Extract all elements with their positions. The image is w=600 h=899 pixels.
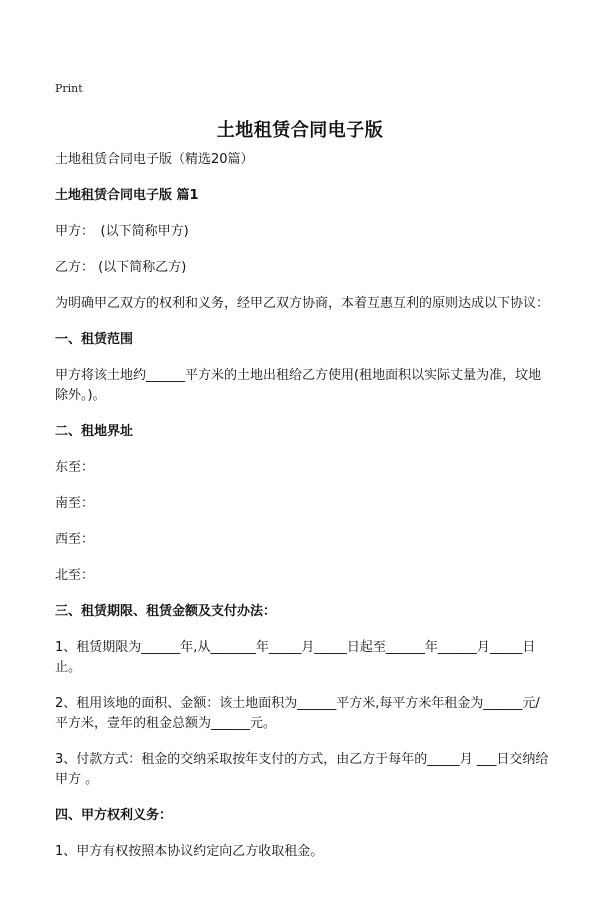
party-a-right-1: 1、甲方有权按照本协议约定向乙方收取租金。 [55,844,324,859]
heading-lease-scope: 一、租赁范围 [55,332,134,347]
lease-scope-paragraph: 甲方将该土地约______平方米的土地出租给乙方使用(租地面积以实际丈量为准，坟地除外。)。 [55,368,542,403]
preamble-paragraph: 为明确甲乙双方的权利和义务，经甲乙双方协商，本着互惠互利的原则达成以下协议： [55,296,550,311]
heading-boundaries: 二、租地界址 [55,424,134,439]
heading-term-payment: 三、租赁期限、租赁金额及支付办法： [55,604,277,619]
document-body [55,150,550,862]
boundary-east: 东至： [55,460,95,475]
section-heading: 土地租赁合同电子版 篇1 [55,188,199,203]
party-a-line: 甲方： (以下简称甲方) [55,224,189,239]
boundary-west: 西至： [55,532,95,547]
term-paragraph: 1、租赁期限为______年,从_______年_____月_____日起至______年______月_____日止。 [55,640,536,675]
boundary-south: 南至： [55,496,95,511]
boundary-north: 北至： [55,568,95,583]
area-rent-paragraph: 2、租用该地的面积、金额：该土地面积为______平方米,每平方米年租金为______元/平方米，壹年的租金总额为______元。 [55,696,540,731]
party-b-line: 乙方： (以下简称乙方) [55,260,187,275]
print-link[interactable]: Print [55,82,83,95]
payment-method-paragraph: 3、付款方式：租金的交纳采取按年支付的方式，由乙方于每年的_____月 ___日交纳给甲方 。 [55,752,549,787]
document-title: 土地租赁合同电子版 [216,120,384,141]
heading-party-a-rights: 四、甲方权利义务： [55,808,173,823]
document-subtitle: 土地租赁合同电子版（精选20篇） [55,152,254,167]
